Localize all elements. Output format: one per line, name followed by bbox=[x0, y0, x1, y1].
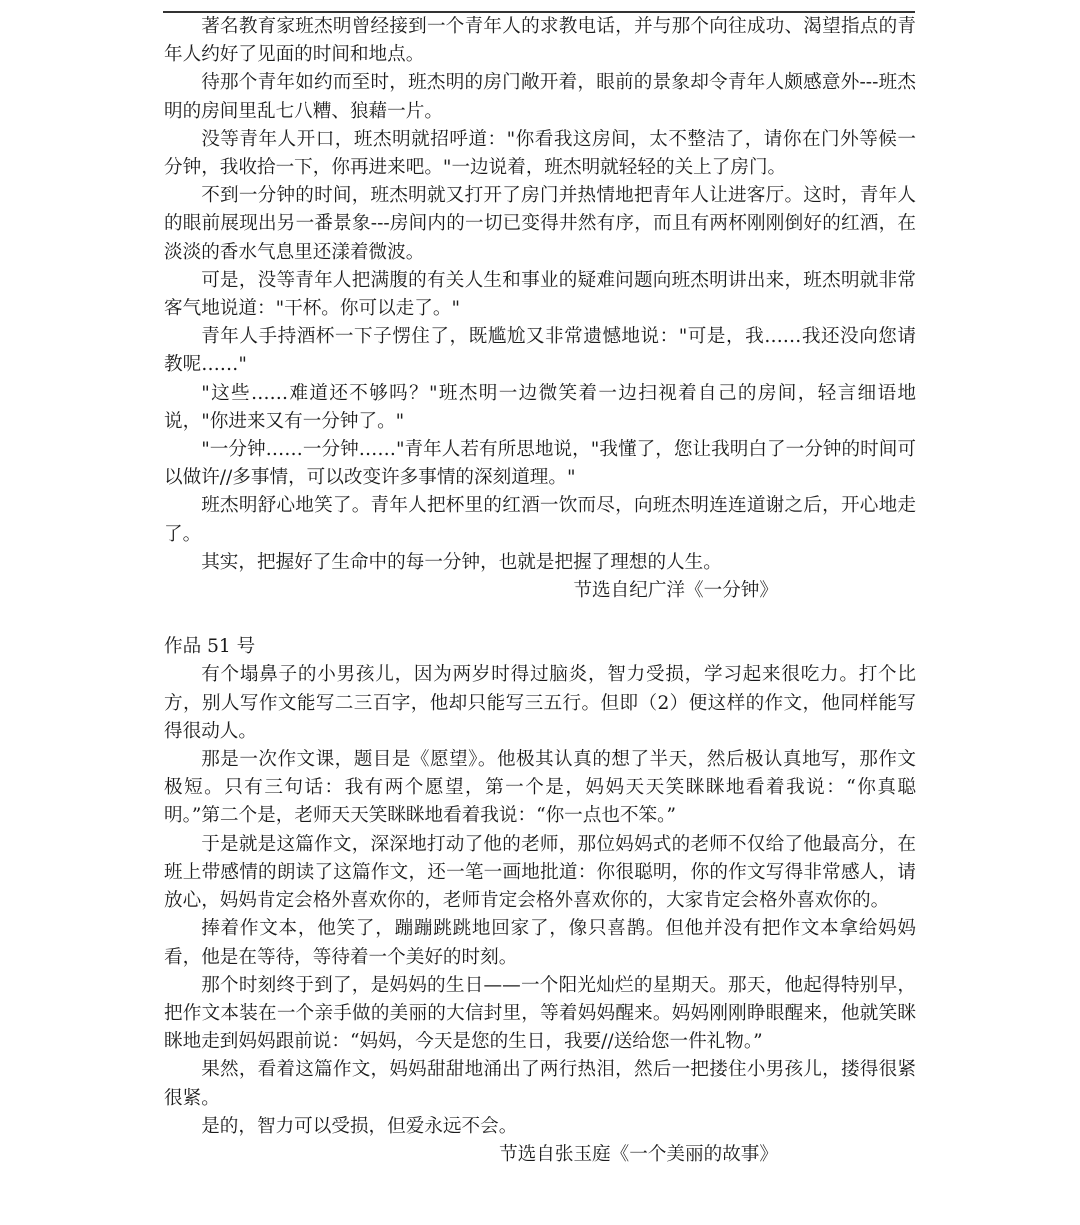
paragraph: 班杰明舒心地笑了。青年人把杯里的红酒一饮而尽，向班杰明连连道谢之后，开心地走了。 bbox=[164, 495, 916, 545]
excerpt-work-51 bbox=[164, 633, 916, 1169]
paragraph: 果然，看着这篇作文，妈妈甜甜地涌出了两行热泪，然后一把搂住小男孩儿，搂得很紧很紧。 bbox=[164, 1059, 916, 1109]
source-attribution: 节选自张玉庭《一个美丽的故事》 bbox=[499, 1143, 778, 1165]
section-gap bbox=[164, 605, 916, 633]
paragraph: 于是就是这篇作文，深深地打动了他的老师，那位妈妈式的老师不仅给了他最高分，在班上带感情的朗读了这篇作文，还一笔一画地批道：你很聪明，你的作文写得非常感人，请放心，妈妈肯定会格外喜欢你的，老师肯定会格外喜欢你的，大家肯定会格外喜欢你的。 bbox=[164, 833, 916, 912]
paragraph: 是的，智力可以受损，但爱永远不会。 bbox=[201, 1115, 518, 1137]
paragraph: 那是一次作文课，题目是《愿望》。他极其认真的想了半天，然后极认真地写，那作文极短。只有三句话：我有两个愿望，第一个是，妈妈天天笑眯眯地看着我说：“你真聪明。”第二个是，老师天天笑眯眯地看着我说：“你一点也不笨。” bbox=[164, 749, 916, 827]
paragraph: 待那个青年如约而至时，班杰明的房门敞开着，眼前的景象却令青年人颇感意外---班杰明的房间里乱七八糟、狼藉一片。 bbox=[164, 72, 916, 122]
work-number-heading: 作品 51 号 bbox=[164, 636, 256, 658]
document-page bbox=[164, 13, 916, 1169]
paragraph: 其实，把握好了生命中的每一分钟，也就是把握了理想的人生。 bbox=[201, 551, 722, 573]
paragraph: "这些……难道还不够吗？"班杰明一边微笑着一边扫视着自己的房间，轻言细语地说，"你进来又有一分钟了。" bbox=[164, 382, 916, 432]
paragraph: 有个塌鼻子的小男孩儿，因为两岁时得过脑炎，智力受损，学习起来很吃力。打个比方，别人写作文能写二三百字，他却只能写三五行。但即（2）便这样的作文，他同样能写得很动人。 bbox=[164, 664, 916, 742]
paragraph: 那个时刻终于到了，是妈妈的生日——一个阳光灿烂的星期天。那天，他起得特别早，把作文本装在一个亲手做的美丽的大信封里，等着妈妈醒来。妈妈刚刚睁眼醒来，他就笑眯眯地走到妈妈跟前说：“妈妈，今天是您的生日，我要//送给您一件礼物。” bbox=[164, 974, 916, 1053]
paragraph: "一分钟……一分钟……"青年人若有所思地说，"我懂了，您让我明白了一分钟的时间可以做许//多事情，可以改变许多事情的深刻道理。" bbox=[164, 439, 916, 489]
paragraph: 青年人手持酒杯一下子愣住了，既尴尬又非常遗憾地说："可是，我……我还没向您请教呢……" bbox=[164, 326, 916, 376]
paragraph: 不到一分钟的时间，班杰明就又打开了房门并热情地把青年人让进客厅。这时，青年人的眼前展现出另一番景象---房间内的一切已变得井然有序，而且有两杯刚刚倒好的红酒，在淡淡的香水气息里还漾着微波。 bbox=[164, 185, 916, 263]
paragraph: 可是，没等青年人把满腹的有关人生和事业的疑难问题向班杰明讲出来，班杰明就非常客气地说道："干杯。你可以走了。" bbox=[164, 269, 916, 320]
paragraph: 著名教育家班杰明曾经接到一个青年人的求教电话，并与那个向往成功、渴望指点的青年人约好了见面的时间和地点。 bbox=[164, 16, 916, 66]
source-attribution: 节选自纪广洋《一分钟》 bbox=[573, 580, 778, 602]
paragraph: 没等青年人开口，班杰明就招呼道："你看我这房间，太不整洁了，请你在门外等候一分钟，我收拾一下，你再进来吧。"一边说着，班杰明就轻轻的关上了房门。 bbox=[164, 128, 916, 179]
paragraph: 捧着作文本，他笑了，蹦蹦跳跳地回家了，像只喜鹊。但他并没有把作文本拿给妈妈看，他是在等待，等待着一个美好的时刻。 bbox=[164, 918, 916, 968]
excerpt-one-minute bbox=[164, 13, 916, 605]
